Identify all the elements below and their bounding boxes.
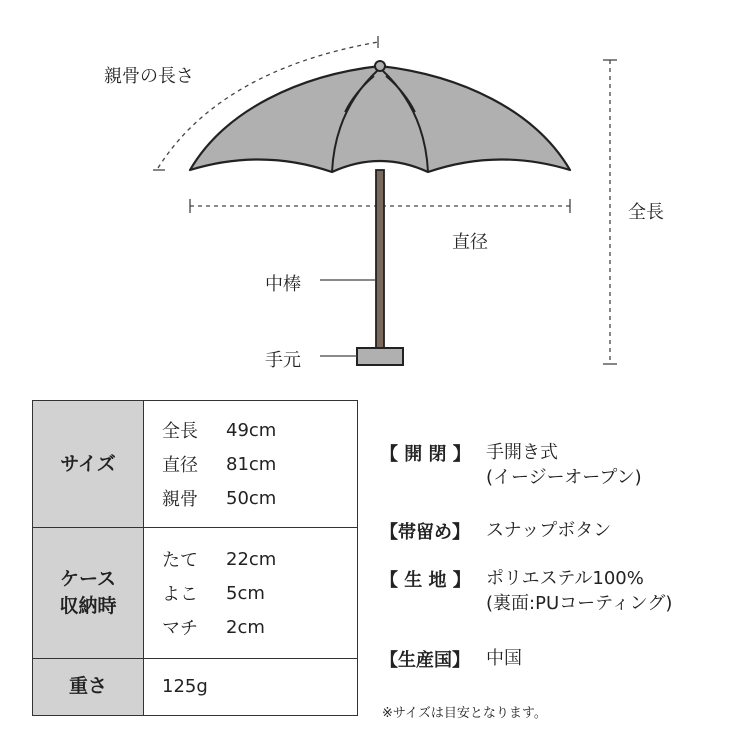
feature-key: 【 生 地 】 — [380, 570, 471, 591]
feature-value: (イージーオープン) — [486, 467, 642, 488]
feature-value: スナップボタン — [486, 520, 612, 541]
feature-key: 【帯留め】 — [380, 522, 470, 543]
case-value: 2cm — [226, 616, 265, 638]
shaft-label: 中棒 — [265, 274, 301, 295]
size-value: 50cm — [226, 487, 277, 509]
case-label: たて — [162, 550, 198, 572]
feature-value: ポリエステル100% — [486, 568, 644, 589]
feature-key: 【生産国】 — [380, 650, 470, 671]
case-value: 22cm — [226, 548, 277, 570]
umbrella-shaft — [376, 170, 384, 350]
feature-key: 【 開 閉 】 — [380, 444, 471, 465]
size-label: 直径 — [162, 455, 198, 477]
case-value-row — [162, 542, 357, 576]
total-length-label: 全長 — [628, 202, 664, 223]
case-value-row — [162, 576, 357, 610]
size-label: 親骨 — [162, 489, 198, 511]
case-value-row — [162, 610, 357, 644]
weight-header: 重さ — [33, 658, 144, 715]
size-value-row — [162, 481, 357, 515]
umbrella-canopy — [190, 66, 570, 172]
feature-value: 手開き式 — [486, 442, 558, 463]
case-header-line2: 収納時 — [59, 595, 117, 618]
case-row — [33, 528, 358, 658]
case-label: よこ — [162, 584, 198, 606]
feature-origin — [380, 646, 522, 672]
umbrella-handle — [357, 348, 403, 365]
size-value: 81cm — [226, 453, 277, 475]
case-value: 5cm — [226, 582, 265, 604]
spec-table — [32, 400, 358, 716]
size-values — [144, 401, 358, 528]
size-value-row — [162, 447, 357, 481]
feature-open-close — [380, 440, 642, 490]
diameter-label: 直径 — [452, 232, 488, 253]
feature-strap — [380, 518, 611, 544]
feature-value: 中国 — [486, 648, 522, 669]
weight-value: 125g — [144, 658, 358, 715]
weight-row — [33, 658, 358, 715]
umbrella-tip — [375, 61, 385, 71]
size-value-row — [162, 413, 357, 447]
feature-value: (裏面:PUコーティング) — [486, 593, 673, 614]
case-label: マチ — [162, 618, 198, 640]
case-values — [144, 528, 358, 658]
size-note: ※サイズは目安となります。 — [382, 706, 547, 721]
feature-fabric — [380, 566, 672, 616]
size-label: 全長 — [162, 421, 198, 443]
case-header — [33, 528, 144, 658]
size-row — [33, 401, 358, 528]
size-value: 49cm — [226, 419, 277, 441]
handle-label: 手元 — [265, 350, 301, 371]
case-header-line1: ケース — [59, 568, 117, 591]
size-header: サイズ — [33, 401, 144, 528]
rib-length-label: 親骨の長さ — [104, 66, 194, 87]
